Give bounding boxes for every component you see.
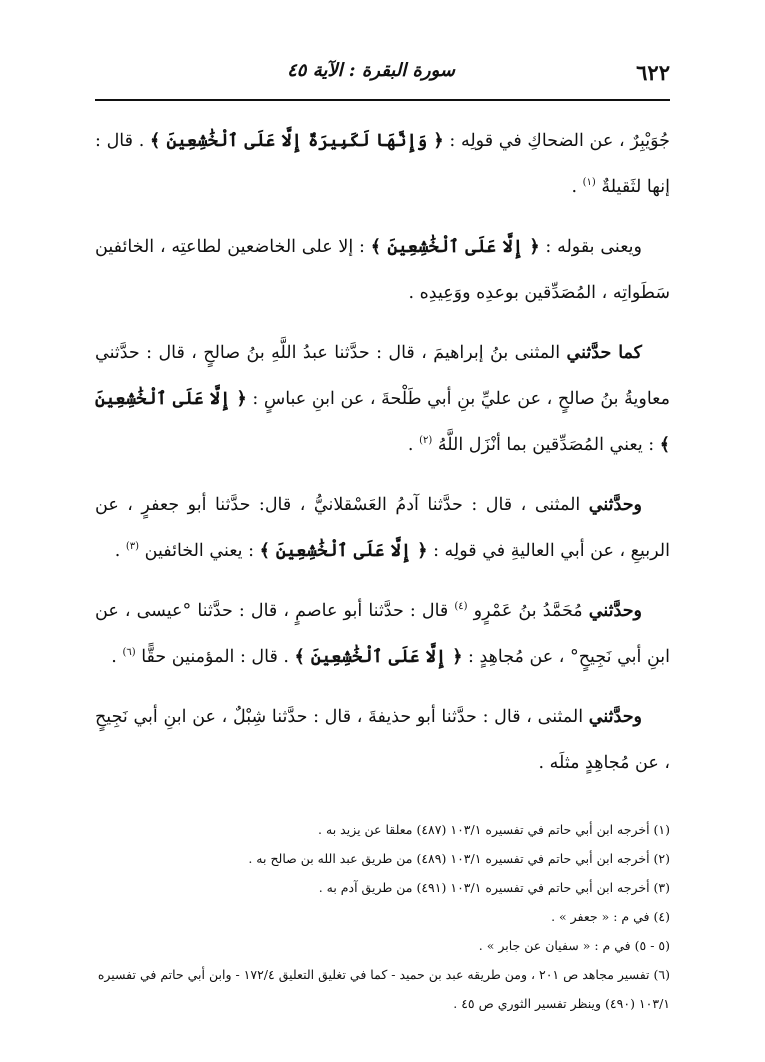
quran-verse: ﴿ وَإِنَّهَا لَكَبِيرَةٌ إِلَّا عَلَى ٱلْخَٰشِعِينَ ﴾ [149,131,444,151]
footnote-ref[interactable]: (١) [582,177,596,189]
footnote: (٥ - ٥) في م : « سفيان عن جابر » . [478,938,670,953]
page-number: ٦٢٢ [636,60,670,85]
paragraph-text: المثنى ، قال : حدَّثنا أبو حذيفةَ ، قال : حدَّثنا شِبْلٌ ، عن ابنِ أبي نَجِيحٍ ، عن مُجاهِدٍ مثلَه . [95,707,670,773]
paragraph [95,224,670,316]
paragraph [95,118,670,210]
quran-verse: ﴿ إِلَّا عَلَى ٱلْخَٰشِعِينَ ﴾ [294,647,463,667]
running-title: سورة البقرة : الآية ٤٥ [287,60,455,81]
quran-verse: ﴿ إِلَّا عَلَى ٱلْخَٰشِعِينَ ﴾ [259,541,428,561]
paragraph-text: المثنى ، قال : حدَّثنا آدمُ العَسْقلانيُّ ، قال: حدَّثنا أبو جعفرٍ ، عن الربيعِ ، عن أبي العاليةِ في قولِه : [95,495,670,561]
paragraph-text: قال : حدَّثنا أبو عاصمٍ ، قال : حدَّثنا °عيسى ، عن ابنِ أبي نَجِيحٍ° ، عن مُجاهِدٍ : [95,601,670,667]
paragraph-text: . [571,177,578,197]
paragraph [95,694,670,786]
footnotes [95,815,670,1018]
paragraph [95,588,670,680]
paragraph-text: ويعنى بقوله : [539,237,642,257]
paragraph-text: . قال : إنها لثَقيلةٌ [95,131,670,197]
paragraph-text: : يعني الخائفين [144,541,254,561]
paragraph-text: المثنى بنُ إبراهيمَ ، قال : حدَّثنا عبدُ اللَّهِ بنُ صالحٍ ، قال : حدَّثني معاويةُ بنُ صالحٍ ، عن عليِّ بنِ أبي طَلْحةَ ، عن ابنِ عباسٍ : [95,343,670,409]
paragraph-text: جُوَيْبِرٌ ، عن الضحاكِ في قولِه : [443,131,670,151]
paragraph-text: . قال : المؤمنين حقًّا [141,647,289,667]
header-rule [95,99,670,101]
hadith-lead: كما حدَّثني [566,343,642,363]
paragraph-text: . [111,647,117,667]
quran-verse: ﴿ إِلَّا عَلَى ٱلْخَٰشِعِينَ ﴾ [95,389,670,455]
footnote-ref[interactable]: (٤) [454,601,468,613]
paragraph-text: : يعني المُصَدِّقين بما أنْزَل اللَّهُ [437,435,655,455]
hadith-lead: وحدَّثني [588,495,642,515]
quran-verse: ﴿ إِلَّا عَلَى ٱلْخَٰشِعِينَ ﴾ [370,237,540,257]
footnote: (١) أخرجه ابن أبي حاتم في تفسيره ١٠٣/١ (٤٨٧) معلقا عن يزيد به . [318,822,670,837]
footnote: (٢) أخرجه ابن أبي حاتم في تفسيره ١٠٣/١ (٤٨٩) من طريق عبد الله بن صالح به . [248,851,670,866]
main-text [95,118,670,800]
footnote: (٣) أخرجه ابن أبي حاتم في تفسيره ١٠٣/١ (٤٩١) من طريق آدم به . [318,880,670,895]
footnote-ref[interactable]: (٦) [122,647,136,659]
footnote: (٦) تفسير مجاهد ص ٢٠١ ، ومن طريقه عبد بن حميد - كما في تغليق التعليق ١٧٢/٤ - وابن أبي حاتم في تفسيره ١٠٣/١ (٤٩٠) وينظر تفسير الثوري ص ٤٥ . [97,967,670,1011]
paragraph-text: . [407,435,414,455]
paragraph-text: : إلا على الخاضعين لطاعتِه ، الخائفين سَطَواتِه ، المُصَدِّقين بوعدِه ووَعِيدِه . [95,237,670,303]
hadith-lead: وحدَّثني [588,707,642,727]
paragraph [95,482,670,574]
paragraph-text: . [114,541,121,561]
paragraph [95,330,670,468]
footnote-ref[interactable]: (٣) [125,541,140,553]
footnote-ref[interactable]: (٢) [419,435,433,447]
page-header [95,58,670,96]
footnote: (٤) في م : « جعفر » . [551,909,670,924]
hadith-lead: وحدَّثني [588,601,642,621]
paragraph-text: مُحَمَّدُ بنُ عَمْرٍو [473,601,583,621]
